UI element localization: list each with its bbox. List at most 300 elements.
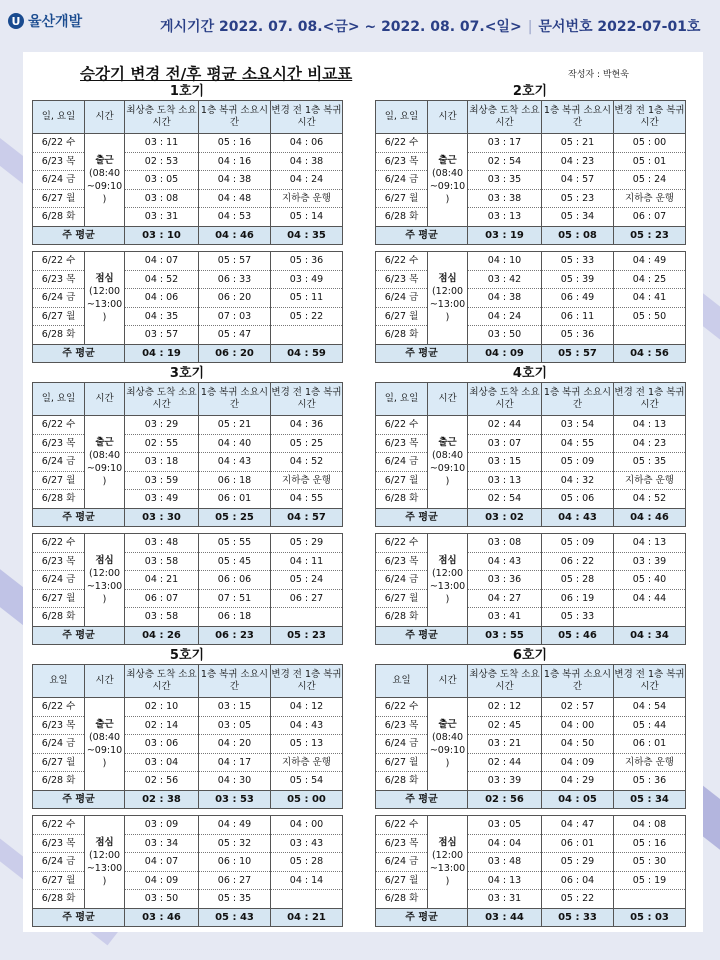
time-slot-range: (08:40 bbox=[431, 731, 464, 743]
time-slot-range: ~09:10 bbox=[429, 744, 466, 756]
day-cell: 6/27 월 bbox=[376, 871, 428, 890]
posting-period: 게시기간 2022. 07. 08.<금> ~ 2022. 08. 07.<일> bbox=[160, 19, 522, 35]
avg-return: 05 : 33 bbox=[542, 908, 614, 927]
table-row bbox=[33, 252, 343, 271]
weekly-average-row bbox=[33, 790, 343, 809]
top-arrival-cell: 04 : 06 bbox=[125, 289, 199, 308]
top-arrival-cell: 03 : 13 bbox=[468, 208, 542, 227]
prev-return-cell: 05 : 24 bbox=[271, 571, 343, 590]
prev-return-cell: 05 : 50 bbox=[614, 307, 686, 326]
table-row bbox=[376, 716, 686, 735]
prev-return-cell: 04 : 49 bbox=[614, 252, 686, 271]
avg-return: 04 : 05 bbox=[542, 790, 614, 809]
table-row bbox=[33, 698, 343, 717]
top-arrival-cell: 03 : 13 bbox=[468, 471, 542, 490]
top-arrival-cell: 03 : 36 bbox=[468, 571, 542, 590]
day-cell: 6/22 수 bbox=[33, 416, 85, 435]
time-slot-range: ) bbox=[445, 475, 450, 487]
table-row bbox=[33, 772, 343, 791]
top-arrival-cell: 03 : 07 bbox=[468, 434, 542, 453]
time-slot-label: 점심 bbox=[438, 836, 457, 848]
header-day: 요일 bbox=[33, 665, 85, 698]
avg-top-arrival: 03 : 46 bbox=[125, 908, 199, 927]
table-row bbox=[376, 589, 686, 608]
weekly-average-label: 주 평균 bbox=[33, 226, 125, 245]
morning-table bbox=[375, 664, 686, 809]
return-cell: 05 : 09 bbox=[542, 453, 614, 472]
time-slot-cell bbox=[428, 534, 468, 627]
time-slot-range: (12:00 bbox=[431, 567, 464, 579]
return-cell: 05 : 36 bbox=[542, 326, 614, 345]
day-cell: 6/22 수 bbox=[376, 134, 428, 153]
header-top-arrival: 최상층 도착 소요시간 bbox=[468, 665, 542, 698]
table-row bbox=[376, 890, 686, 909]
prev-return-cell: 04 : 00 bbox=[271, 816, 343, 835]
weekly-average-label: 주 평균 bbox=[376, 226, 468, 245]
weekly-average-label: 주 평균 bbox=[376, 626, 468, 645]
table-row bbox=[376, 490, 686, 509]
avg-prev-return: 04 : 57 bbox=[271, 508, 343, 527]
return-cell: 06 : 01 bbox=[199, 490, 271, 509]
top-arrival-cell: 03 : 38 bbox=[468, 189, 542, 208]
table-row bbox=[376, 772, 686, 791]
lunch-table bbox=[375, 533, 686, 645]
day-cell: 6/28 화 bbox=[376, 326, 428, 345]
time-slot-cell bbox=[428, 416, 468, 509]
top-arrival-cell: 03 : 31 bbox=[125, 208, 199, 227]
prev-return-cell bbox=[271, 608, 343, 627]
avg-top-arrival: 03 : 19 bbox=[468, 226, 542, 245]
morning-table bbox=[375, 382, 686, 527]
header-time: 시간 bbox=[428, 101, 468, 134]
time-slot-cell bbox=[428, 698, 468, 791]
day-cell: 6/24 금 bbox=[376, 453, 428, 472]
elevator-title: 3호기 bbox=[169, 366, 205, 381]
table-row bbox=[33, 552, 343, 571]
prev-return-cell: 05 : 30 bbox=[614, 853, 686, 872]
return-cell: 05 : 33 bbox=[542, 608, 614, 627]
top-arrival-cell: 02 : 14 bbox=[125, 716, 199, 735]
prev-return-cell bbox=[271, 326, 343, 345]
prev-return-cell: 04 : 44 bbox=[614, 589, 686, 608]
table-row bbox=[33, 416, 343, 435]
prev-return-cell: 05 : 36 bbox=[271, 252, 343, 271]
top-arrival-cell: 04 : 52 bbox=[125, 270, 199, 289]
weekly-average-row bbox=[376, 344, 686, 363]
top-arrival-cell: 03 : 39 bbox=[468, 772, 542, 791]
top-arrival-cell: 02 : 45 bbox=[468, 716, 542, 735]
lunch-table bbox=[375, 815, 686, 927]
time-slot-range: ) bbox=[102, 875, 107, 887]
return-cell: 06 : 06 bbox=[199, 571, 271, 590]
day-cell: 6/28 화 bbox=[33, 890, 85, 909]
table-row bbox=[33, 834, 343, 853]
prev-return-cell: 06 : 27 bbox=[271, 589, 343, 608]
return-cell: 03 : 15 bbox=[199, 698, 271, 717]
avg-return: 06 : 23 bbox=[199, 626, 271, 645]
avg-return: 04 : 43 bbox=[542, 508, 614, 527]
day-cell: 6/22 수 bbox=[376, 534, 428, 553]
header-day: 일, 요일 bbox=[376, 383, 428, 416]
prev-return-cell: 지하층 운행 bbox=[271, 189, 343, 208]
day-cell: 6/22 수 bbox=[376, 416, 428, 435]
prev-return-cell: 05 : 40 bbox=[614, 571, 686, 590]
return-cell: 04 : 49 bbox=[199, 816, 271, 835]
return-cell: 05 : 21 bbox=[199, 416, 271, 435]
table-row bbox=[376, 307, 686, 326]
avg-prev-return: 05 : 23 bbox=[614, 226, 686, 245]
return-cell: 07 : 51 bbox=[199, 589, 271, 608]
elevator-block bbox=[32, 648, 342, 927]
prev-return-cell: 06 : 07 bbox=[614, 208, 686, 227]
table-row bbox=[33, 434, 343, 453]
table-row bbox=[376, 326, 686, 345]
time-slot-cell bbox=[85, 698, 125, 791]
weekly-average-label: 주 평균 bbox=[33, 344, 125, 363]
company-logo bbox=[8, 8, 82, 34]
top-arrival-cell: 04 : 09 bbox=[125, 871, 199, 890]
header-top-arrival: 최상층 도착 소요시간 bbox=[125, 383, 199, 416]
logo-icon: U bbox=[8, 13, 24, 29]
return-cell: 06 : 22 bbox=[542, 552, 614, 571]
day-cell: 6/23 목 bbox=[33, 152, 85, 171]
table-row bbox=[376, 416, 686, 435]
time-slot-range: ) bbox=[445, 311, 450, 323]
prev-return-cell: 05 : 44 bbox=[614, 716, 686, 735]
return-cell: 06 : 18 bbox=[199, 471, 271, 490]
table-row bbox=[376, 608, 686, 627]
table-row bbox=[376, 834, 686, 853]
header-prev-return: 변경 전 1층 복귀시간 bbox=[614, 383, 686, 416]
day-cell: 6/22 수 bbox=[376, 816, 428, 835]
lunch-table bbox=[32, 815, 343, 927]
avg-return: 05 : 46 bbox=[542, 626, 614, 645]
time-slot-range: ) bbox=[102, 757, 107, 769]
top-arrival-cell: 03 : 49 bbox=[125, 490, 199, 509]
top-arrival-cell: 02 : 12 bbox=[468, 698, 542, 717]
time-slot-range: ~09:10 bbox=[86, 744, 123, 756]
return-cell: 04 : 32 bbox=[542, 471, 614, 490]
prev-return-cell: 05 : 01 bbox=[614, 152, 686, 171]
prev-return-cell: 04 : 13 bbox=[614, 534, 686, 553]
table-row bbox=[33, 853, 343, 872]
avg-return: 05 : 08 bbox=[542, 226, 614, 245]
lunch-table bbox=[32, 533, 343, 645]
author-label: 작성자 : 박현욱 bbox=[568, 70, 629, 80]
avg-return: 05 : 57 bbox=[542, 344, 614, 363]
return-cell: 05 : 21 bbox=[542, 134, 614, 153]
time-slot-range: ~13:00 bbox=[86, 580, 123, 592]
table-row bbox=[33, 589, 343, 608]
day-cell: 6/27 월 bbox=[376, 189, 428, 208]
table-row bbox=[376, 698, 686, 717]
return-cell: 05 : 55 bbox=[199, 534, 271, 553]
top-arrival-cell: 02 : 56 bbox=[125, 772, 199, 791]
time-slot-label: 점심 bbox=[95, 836, 114, 848]
elevator-title: 6호기 bbox=[512, 648, 548, 663]
table-row bbox=[376, 571, 686, 590]
prev-return-cell bbox=[614, 890, 686, 909]
top-arrival-cell: 03 : 21 bbox=[468, 735, 542, 754]
header-day: 일, 요일 bbox=[376, 101, 428, 134]
table-row bbox=[376, 853, 686, 872]
return-cell: 04 : 09 bbox=[542, 753, 614, 772]
header-day: 일, 요일 bbox=[33, 101, 85, 134]
day-cell: 6/23 목 bbox=[376, 834, 428, 853]
top-arrival-cell: 03 : 59 bbox=[125, 471, 199, 490]
avg-top-arrival: 03 : 44 bbox=[468, 908, 542, 927]
weekly-average-label: 주 평균 bbox=[33, 508, 125, 527]
header-return: 1층 복귀 소요시간 bbox=[542, 383, 614, 416]
top-arrival-cell: 03 : 50 bbox=[125, 890, 199, 909]
return-cell: 04 : 38 bbox=[199, 171, 271, 190]
time-slot-cell bbox=[85, 416, 125, 509]
prev-return-cell: 05 : 14 bbox=[271, 208, 343, 227]
prev-return-cell: 04 : 52 bbox=[614, 490, 686, 509]
table-row bbox=[33, 490, 343, 509]
return-cell: 04 : 53 bbox=[199, 208, 271, 227]
header-return: 1층 복귀 소요시간 bbox=[542, 665, 614, 698]
header-separator: | bbox=[527, 19, 533, 35]
day-cell: 6/22 수 bbox=[33, 252, 85, 271]
day-cell: 6/24 금 bbox=[376, 853, 428, 872]
return-cell: 05 : 28 bbox=[542, 571, 614, 590]
time-slot-range: ~09:10 bbox=[86, 462, 123, 474]
top-arrival-cell: 04 : 07 bbox=[125, 252, 199, 271]
avg-prev-return: 05 : 34 bbox=[614, 790, 686, 809]
weekly-average-label: 주 평균 bbox=[33, 626, 125, 645]
avg-prev-return: 04 : 59 bbox=[271, 344, 343, 363]
time-slot-cell bbox=[85, 534, 125, 627]
header-time: 시간 bbox=[428, 383, 468, 416]
day-cell: 6/22 수 bbox=[376, 698, 428, 717]
top-arrival-cell: 03 : 11 bbox=[125, 134, 199, 153]
day-cell: 6/27 월 bbox=[33, 471, 85, 490]
return-cell: 05 : 35 bbox=[199, 890, 271, 909]
return-cell: 04 : 16 bbox=[199, 152, 271, 171]
top-arrival-cell: 03 : 18 bbox=[125, 453, 199, 472]
prev-return-cell: 지하층 운행 bbox=[271, 753, 343, 772]
avg-prev-return: 05 : 23 bbox=[271, 626, 343, 645]
day-cell: 6/24 금 bbox=[376, 735, 428, 754]
prev-return-cell: 05 : 24 bbox=[614, 171, 686, 190]
header-top-arrival: 최상층 도착 소요시간 bbox=[468, 101, 542, 134]
prev-return-cell: 05 : 35 bbox=[614, 453, 686, 472]
day-cell: 6/28 화 bbox=[33, 208, 85, 227]
top-arrival-cell: 03 : 04 bbox=[125, 753, 199, 772]
prev-return-cell: 03 : 39 bbox=[614, 552, 686, 571]
table-row bbox=[33, 270, 343, 289]
prev-return-cell: 05 : 19 bbox=[614, 871, 686, 890]
return-cell: 04 : 55 bbox=[542, 434, 614, 453]
day-cell: 6/23 목 bbox=[376, 434, 428, 453]
document-number: 문서번호 2022-07-01호 bbox=[538, 19, 701, 35]
table-row bbox=[33, 307, 343, 326]
top-arrival-cell: 03 : 06 bbox=[125, 735, 199, 754]
prev-return-cell: 04 : 38 bbox=[271, 152, 343, 171]
time-slot-range: ~13:00 bbox=[429, 298, 466, 310]
prev-return-cell: 04 : 25 bbox=[614, 270, 686, 289]
weekly-average-row bbox=[376, 626, 686, 645]
table-row bbox=[376, 735, 686, 754]
table-row bbox=[376, 252, 686, 271]
return-cell: 06 : 18 bbox=[199, 608, 271, 627]
top-arrival-cell: 03 : 48 bbox=[125, 534, 199, 553]
day-cell: 6/22 수 bbox=[376, 252, 428, 271]
table-row bbox=[33, 471, 343, 490]
elevator-block bbox=[375, 648, 685, 927]
day-cell: 6/28 화 bbox=[33, 608, 85, 627]
avg-return: 06 : 20 bbox=[199, 344, 271, 363]
avg-return: 05 : 43 bbox=[199, 908, 271, 927]
day-cell: 6/24 금 bbox=[33, 571, 85, 590]
prev-return-cell: 04 : 55 bbox=[271, 490, 343, 509]
header-return: 1층 복귀 소요시간 bbox=[199, 101, 271, 134]
time-slot-cell bbox=[428, 816, 468, 909]
table-row bbox=[376, 152, 686, 171]
return-cell: 06 : 19 bbox=[542, 589, 614, 608]
top-arrival-cell: 04 : 43 bbox=[468, 552, 542, 571]
prev-return-cell: 지하층 운행 bbox=[614, 471, 686, 490]
prev-return-cell bbox=[614, 326, 686, 345]
day-cell: 6/23 목 bbox=[33, 270, 85, 289]
return-cell: 05 : 23 bbox=[542, 189, 614, 208]
return-cell: 06 : 49 bbox=[542, 289, 614, 308]
prev-return-cell: 04 : 54 bbox=[614, 698, 686, 717]
header-prev-return: 변경 전 1층 복귀시간 bbox=[614, 665, 686, 698]
top-arrival-cell: 03 : 15 bbox=[468, 453, 542, 472]
prev-return-cell: 04 : 52 bbox=[271, 453, 343, 472]
prev-return-cell bbox=[614, 608, 686, 627]
elevator-title: 1호기 bbox=[169, 84, 205, 99]
top-arrival-cell: 04 : 24 bbox=[468, 307, 542, 326]
top-arrival-cell: 02 : 54 bbox=[468, 152, 542, 171]
avg-prev-return: 04 : 21 bbox=[271, 908, 343, 927]
time-slot-label: 출근 bbox=[438, 154, 457, 166]
time-slot-range: ~13:00 bbox=[86, 298, 123, 310]
return-cell: 04 : 00 bbox=[542, 716, 614, 735]
avg-prev-return: 04 : 46 bbox=[614, 508, 686, 527]
return-cell: 06 : 10 bbox=[199, 853, 271, 872]
return-cell: 05 : 32 bbox=[199, 834, 271, 853]
time-slot-range: ) bbox=[445, 593, 450, 605]
prev-return-cell: 04 : 12 bbox=[271, 698, 343, 717]
morning-table bbox=[32, 382, 343, 527]
avg-prev-return: 04 : 34 bbox=[614, 626, 686, 645]
time-slot-range: (08:40 bbox=[88, 167, 121, 179]
posting-info bbox=[160, 16, 700, 36]
header-top-arrival: 최상층 도착 소요시간 bbox=[125, 665, 199, 698]
time-slot-range: (08:40 bbox=[88, 449, 121, 461]
day-cell: 6/27 월 bbox=[33, 871, 85, 890]
top-arrival-cell: 02 : 10 bbox=[125, 698, 199, 717]
prev-return-cell: 지하층 운행 bbox=[271, 471, 343, 490]
weekly-average-label: 주 평균 bbox=[376, 508, 468, 527]
weekly-average-row bbox=[33, 508, 343, 527]
time-slot-range: ~09:10 bbox=[429, 180, 466, 192]
top-arrival-cell: 03 : 05 bbox=[125, 171, 199, 190]
return-cell: 04 : 47 bbox=[542, 816, 614, 835]
day-cell: 6/27 월 bbox=[376, 471, 428, 490]
time-slot-range: (12:00 bbox=[431, 849, 464, 861]
avg-top-arrival: 04 : 26 bbox=[125, 626, 199, 645]
lunch-table bbox=[375, 251, 686, 363]
day-cell: 6/24 금 bbox=[33, 453, 85, 472]
weekly-average-row bbox=[33, 626, 343, 645]
return-cell: 06 : 01 bbox=[542, 834, 614, 853]
day-cell: 6/23 목 bbox=[376, 152, 428, 171]
time-slot-cell bbox=[85, 134, 125, 227]
top-arrival-cell: 04 : 04 bbox=[468, 834, 542, 853]
morning-table bbox=[32, 100, 343, 245]
time-slot-range: (12:00 bbox=[431, 285, 464, 297]
table-row bbox=[33, 534, 343, 553]
return-cell: 05 : 33 bbox=[542, 252, 614, 271]
top-arrival-cell: 03 : 31 bbox=[468, 890, 542, 909]
prev-return-cell: 04 : 43 bbox=[271, 716, 343, 735]
day-cell: 6/24 금 bbox=[376, 289, 428, 308]
table-row bbox=[33, 171, 343, 190]
table-row bbox=[376, 434, 686, 453]
prev-return-cell: 04 : 13 bbox=[614, 416, 686, 435]
day-cell: 6/28 화 bbox=[376, 772, 428, 791]
weekly-average-row bbox=[376, 226, 686, 245]
time-slot-label: 출근 bbox=[95, 436, 114, 448]
header-time: 시간 bbox=[85, 383, 125, 416]
table-row bbox=[376, 753, 686, 772]
time-slot-label: 출근 bbox=[438, 436, 457, 448]
weekly-average-row bbox=[376, 790, 686, 809]
prev-return-cell: 05 : 22 bbox=[271, 307, 343, 326]
lunch-table bbox=[32, 251, 343, 363]
top-arrival-cell: 02 : 53 bbox=[125, 152, 199, 171]
time-slot-range: (08:40 bbox=[88, 731, 121, 743]
time-slot-label: 출근 bbox=[438, 718, 457, 730]
top-arrival-cell: 02 : 44 bbox=[468, 416, 542, 435]
return-cell: 05 : 29 bbox=[542, 853, 614, 872]
prev-return-cell: 05 : 00 bbox=[614, 134, 686, 153]
time-slot-range: ) bbox=[445, 757, 450, 769]
time-slot-range: ~13:00 bbox=[429, 580, 466, 592]
header-time: 시간 bbox=[85, 665, 125, 698]
table-row bbox=[33, 753, 343, 772]
avg-top-arrival: 03 : 02 bbox=[468, 508, 542, 527]
weekly-average-row bbox=[33, 908, 343, 927]
time-slot-range: (12:00 bbox=[88, 285, 121, 297]
weekly-average-row bbox=[376, 508, 686, 527]
avg-top-arrival: 02 : 38 bbox=[125, 790, 199, 809]
document-title: 승강기 변경 전/후 평균 소요시간 비교표 bbox=[80, 65, 353, 83]
time-slot-cell bbox=[85, 252, 125, 345]
table-row bbox=[376, 453, 686, 472]
prev-return-cell: 05 : 54 bbox=[271, 772, 343, 791]
return-cell: 06 : 11 bbox=[542, 307, 614, 326]
time-slot-range: ) bbox=[102, 593, 107, 605]
table-row bbox=[33, 134, 343, 153]
day-cell: 6/24 금 bbox=[376, 571, 428, 590]
top-arrival-cell: 03 : 48 bbox=[468, 853, 542, 872]
prev-return-cell: 05 : 28 bbox=[271, 853, 343, 872]
day-cell: 6/24 금 bbox=[33, 171, 85, 190]
prev-return-cell: 지하층 운행 bbox=[614, 753, 686, 772]
table-row bbox=[33, 716, 343, 735]
time-slot-range: ) bbox=[102, 311, 107, 323]
day-cell: 6/28 화 bbox=[376, 608, 428, 627]
day-cell: 6/27 월 bbox=[376, 753, 428, 772]
morning-table bbox=[32, 664, 343, 809]
prev-return-cell: 05 : 36 bbox=[614, 772, 686, 791]
return-cell: 05 : 34 bbox=[542, 208, 614, 227]
